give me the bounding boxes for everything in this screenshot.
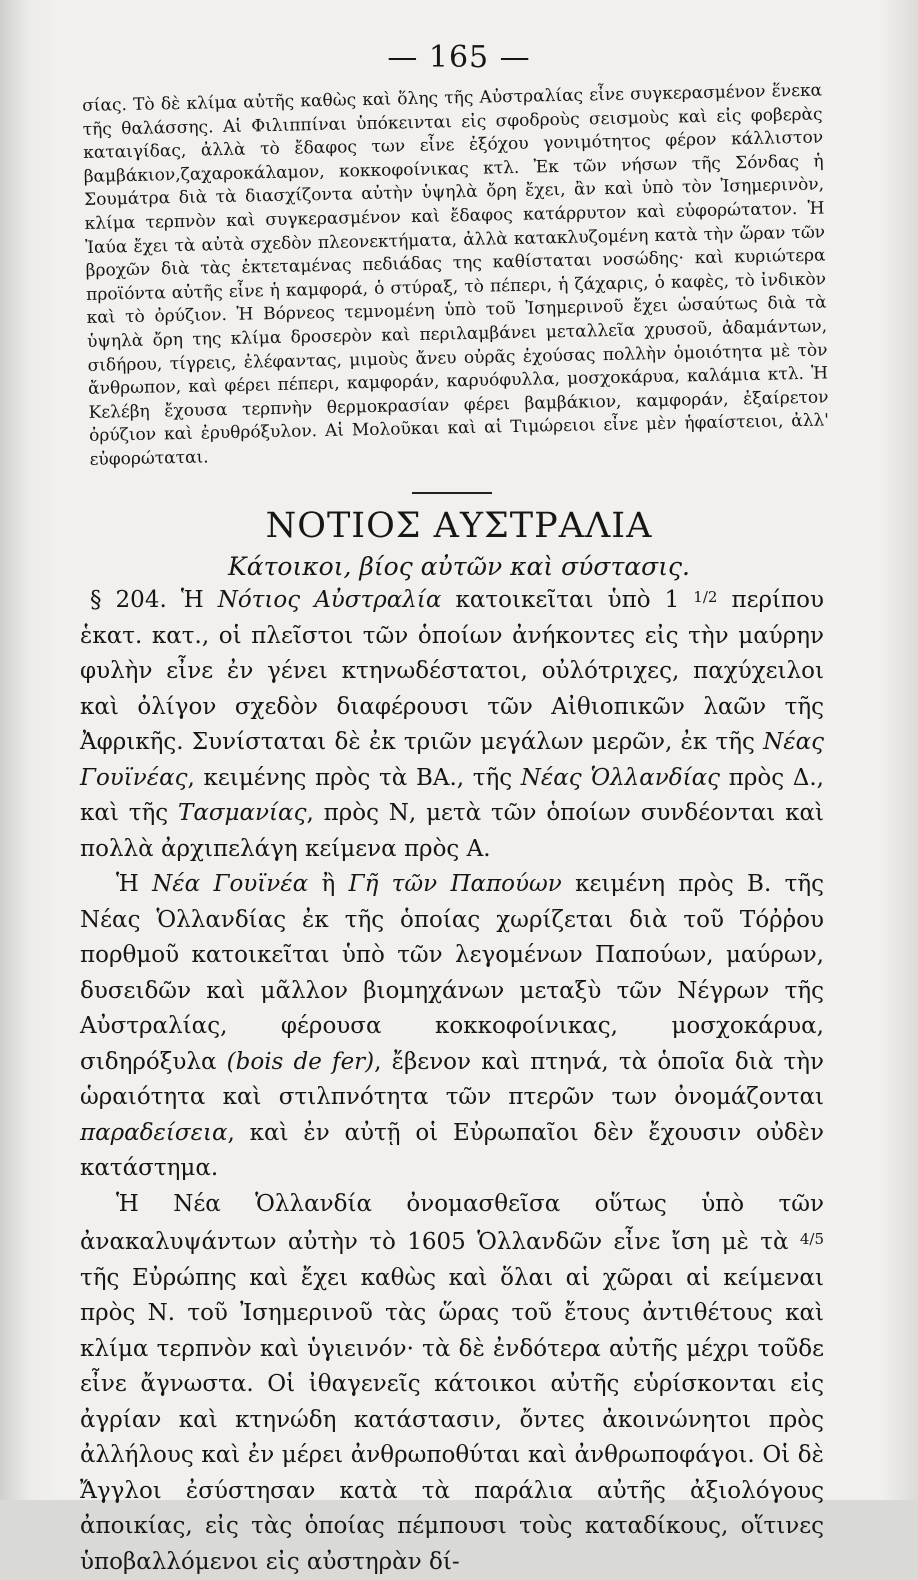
italic-term: Νέα Γουϊνέα [152, 871, 308, 897]
paragraph-1: § 204. Ἡ Νότιος Αὐστραλία κατοικεῖται ὑπὸ 1 $^{1/2}$ περίπου ἑκατ. κατ., οἱ πλεῖστοι τῶν ὁποίων ἀνήκοντες εἰς τὴν μαύρην φυλὴν εἶνε ἐν γένει κτηνωδέστατοι, οὐλότριχες, παχύχειλοι καὶ ὀλίγον σχεδὸν διαφέρουσι τῶν Αἰθιοπικῶν λαῶν τῆς Ἀφρικῆς. Συνίσταται δὲ ἐκ τριῶν μεγάλων μερῶν, ἐκ τῆς Νέας Γουϊνέας, κειμένης πρὸς τὰ ΒΑ., τῆς Νέας Ὁλλανδίας πρὸς Δ., καὶ τῆς Τασμανίας, πρὸς Ν, μετὰ τῶν ὁποίων συνδέονται καὶ πολλὰ ἀρχιπελάγη κείμενα πρὸς Α. [80, 580, 824, 867]
italic-term: παραδείσεια [80, 1120, 228, 1146]
chapter-subheading: Κάτοικοι, βίος αὐτῶν καὶ σύστασις. [0, 552, 918, 581]
upper-paragraph-text: σίας. Τὸ δὲ κλίμα αὐτῆς καθὼς καὶ ὅλης τῆς Αὐστραλίας εἶνε συγκερασμένον ἕνεκα τῆς θαλάσσης. Αἱ Φιλιππίναι ὑπόκεινται εἰς σφοδροὺς σεισμοὺς καὶ εἰς φοβερὰς καταιγίδας, ἀλλὰ τὸ ἔδαφος των εἶνε ἐξόχου γονιμότητος φέρον κάλλιστον βαμβάκιον,ζαχαροκάλαμον, κοκκοφοίνικας κτλ. Ἐκ τῶν νήσων τῆς Σόνδας ἡ Σουμάτρα διὰ τὰ διασχίζοντα αὐτὴν ὑψηλὰ ὄρη ἔχει, ἂν καὶ ὑπὸ τὸν Ἰσημερινὸν, κλίμα τερπνὸν καὶ συγκερασμένον καὶ ἔδαφος κατάρρυτον καὶ εὐφορώτατον. Ἡ Ἰαύα ἔχει τὰ αὐτὰ σχεδὸν πλεονεκτήματα, ἀλλὰ κατακλυζομένη κατὰ τὴν ὥραν τῶν βροχῶν διὰ τὰς ἐκτεταμένας πεδιάδας της καθίσταται νοσώδης· καὶ κυριώτερα προϊόντα αὐτῆς εἶνε ἡ καμφορά, ὁ στύραξ, τὸ πέπερι, ἡ ζάχαρις, ὁ καφὲς, τὸ ἰνδικὸν καὶ τὸ ὀρύζιον. Ἡ Βόρνεος τεμνομένη ὑπὸ τοῦ Ἰσημερινοῦ ἔχει ὡσαύτως διὰ τὰ ὑψηλὰ ὄρη της κλίμα δροσερὸν καὶ περιλαμβάνει μεταλλεῖα χρυσοῦ, ἀδαμάντων, σιδήρου, τίγρεις, ἐλέφαντας, μιμοὺς ἄνευ οὐρᾶς ἐχούσας πολλὴν ὁμοιότητα μὲ τὸν ἄνθρωπον, καὶ φέρει πέπερι, καμφοράν, καρυόφυλλα, μοσχοκάρυα, καλάμια κτλ. Ἡ Κελέβη ἔχουσα τερπνὴν θερμοκρασίαν φέρει βαμβάκιον, καμφοράν, ἐξαίρετον ὀρύζιον καὶ ἐρυθρόξυλον. Αἱ Μολοῦκαι καὶ αἱ Τιμώρειοι εἶνε μὲν ἡφαίστειοι, ἀλλ' εὐφορώταται. [82, 80, 830, 473]
upper-paragraph [82, 80, 830, 473]
italic-term: Νότιος Αὐστραλία [218, 587, 442, 613]
italic-term: Νέας Ὁλλανδίας [521, 765, 720, 791]
paragraph-2: Ἡ Νέα Γουϊνέα ἢ Γῆ τῶν Παπούων κειμένη πρὸς Β. τῆς Νέας Ὁλλανδίας ἐκ τῆς ὁποίας χωρίζεται διὰ τοῦ Τόῤῥου πορθμοῦ κατοικεῖται ὑπὸ τῶν λεγομένων Παπούων, μαύρων, δυσειδῶν καὶ μᾶλλον βιομηχάνων μεταξὺ τῶν Νέγρων τῆς Αὐστραλίας, φέρουσα κοκκοφοίνικας, μοσχοκάρυα, σιδηρόξυλα (bois de fer), ἔβενον καὶ πτηνά, τὰ ὁποῖα διὰ τὴν ὡραιότητα καὶ στιλπνότητα τῶν πτερῶν των ὀνομάζονται παραδείσεια, καὶ ἐν αὐτῇ οἱ Εὐρωπαῖοι δὲν ἔχουσιν οὐδὲν κατάστημα. [80, 867, 824, 1187]
italic-term: Γῆ τῶν Παπούων [349, 871, 562, 897]
page-number: — 165 — [0, 40, 918, 75]
italic-term: Τασμανίας [178, 800, 306, 826]
main-body [80, 580, 824, 1580]
paragraph-3: Ἡ Νέα Ὁλλανδία ὀνομασθεῖσα οὕτως ὑπὸ τῶν ἀνακαλυψάντων αὐτὴν τὸ 1605 Ὁλλανδῶν εἶνε ἴση μὲ τὰ $^{4/5}$ τῆς Εὐρώπης καὶ ἔχει καθὼς καὶ ὅλαι αἱ χῶραι αἱ κείμεναι πρὸς Ν. τοῦ Ἰσημερινοῦ τὰς ὥρας τοῦ ἔτους ἀντιθέτους καὶ κλίμα τερπνὸν καὶ ὑγιεινόν· τὰ δὲ ἐνδότερα αὐτῆς μέχρι τοῦδε εἶνε ἄγνωστα. Οἱ ἰθαγενεῖς κάτοικοι αὐτῆς εὑρίσκονται εἰς ἀγρίαν καὶ κτηνώδη κατάστασιν, ὄντες ἀκοινώνητοι πρὸς ἀλλήλους καὶ ἐν μέρει ἀνθρωποθύται καὶ ἀνθρωποφάγοι. Οἱ δὲ Ἄγγλοι ἐσύστησαν κατὰ τὰ παράλια αὐτῆς ἀξιολόγους ἀποικίας, εἰς τὰς ὁποίας πέμπουσι τοὺς καταδίκους, οἵτινες ὑποβαλλόμενοι εἰς αὐστηρὰν δί- [80, 1187, 824, 1580]
section-number: § 204. [90, 587, 167, 613]
fraction: 4/5 [800, 1230, 824, 1248]
chapter-heading: ΝΟΤΙΟΣ ΑΥΣΤΡΑΛΙΑ [0, 506, 918, 546]
italic-term: Νέας Γουϊνέας [80, 729, 824, 791]
fraction: 1/2 [693, 588, 717, 606]
italic-term: (bois de fer) [227, 1049, 375, 1075]
section-divider [412, 492, 492, 494]
